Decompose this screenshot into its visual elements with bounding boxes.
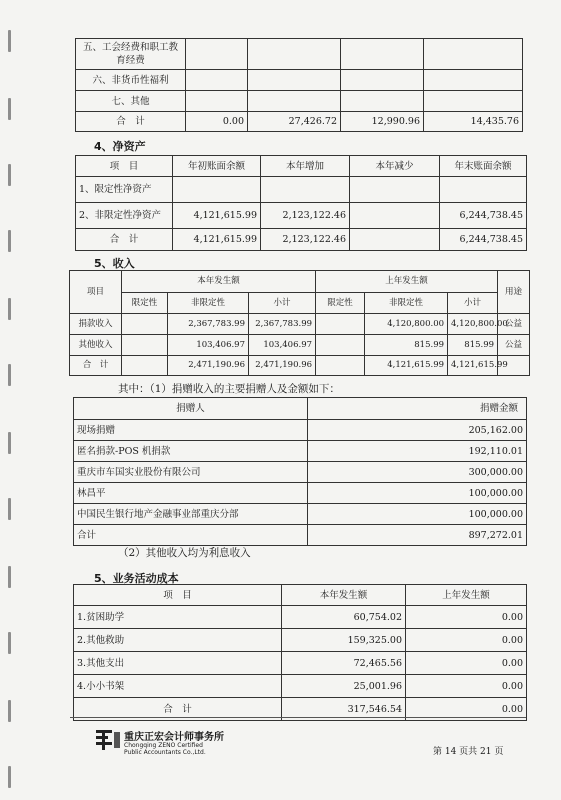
binding-mark bbox=[8, 766, 11, 788]
cell bbox=[122, 335, 168, 356]
firm-name: 重庆正宏会计师事务所 bbox=[124, 732, 224, 743]
table-row bbox=[76, 91, 523, 112]
cell bbox=[350, 229, 440, 251]
cell: 0.00 bbox=[406, 698, 527, 721]
column-header: 非限定性 bbox=[168, 293, 249, 314]
table-row bbox=[70, 314, 530, 335]
table-row bbox=[70, 335, 530, 356]
cell: 159,325.00 bbox=[282, 629, 406, 652]
cell bbox=[424, 39, 523, 70]
donor-name: 中国民生银行地产金融事业部重庆分部 bbox=[74, 504, 308, 525]
cell bbox=[341, 39, 424, 70]
cell: 4,120,800.00 bbox=[448, 314, 498, 335]
donor-table bbox=[73, 397, 527, 546]
donor-name: 合计 bbox=[74, 525, 308, 546]
cell: 2,367,783.99 bbox=[168, 314, 249, 335]
donor-name: 林昌平 bbox=[74, 483, 308, 504]
binding-mark bbox=[8, 298, 11, 320]
row-label: 五、工会经费和职工教育经费 bbox=[76, 39, 186, 70]
table-row bbox=[76, 112, 523, 132]
cell: 0.00 bbox=[406, 675, 527, 698]
row-label: 合 计 bbox=[74, 698, 282, 721]
donor-name: 现场捐赠 bbox=[74, 420, 308, 441]
cell: 72,465.56 bbox=[282, 652, 406, 675]
column-header: 小计 bbox=[448, 293, 498, 314]
row-label: 合 计 bbox=[76, 229, 173, 251]
row-label: 捐款收入 bbox=[70, 314, 122, 335]
donor-amount: 100,000.00 bbox=[308, 504, 527, 525]
section-heading-net-assets: 4、净资产 bbox=[94, 140, 146, 153]
column-header: 本年增加 bbox=[261, 156, 350, 177]
cell: 6,244,738.45 bbox=[440, 229, 527, 251]
column-header: 本年减少 bbox=[350, 156, 440, 177]
firm-name-en: Chongqing ZENO Certified Public Accountants Co.,Ltd. bbox=[124, 742, 206, 756]
binding-mark bbox=[8, 364, 11, 386]
table-row bbox=[74, 629, 527, 652]
column-header: 上年发生额 bbox=[316, 271, 498, 293]
cell bbox=[186, 39, 248, 70]
cell bbox=[424, 70, 523, 91]
donor-name: 匿名捐款-POS 机捐款 bbox=[74, 441, 308, 462]
binding-margin bbox=[0, 0, 22, 800]
footer-divider bbox=[70, 717, 526, 718]
table-row bbox=[74, 504, 527, 525]
column-header: 项 目 bbox=[74, 585, 282, 606]
binding-mark bbox=[8, 30, 11, 52]
row-label: 2、非限定性净资产 bbox=[76, 203, 173, 229]
binding-mark bbox=[8, 632, 11, 654]
row-label: 1.贫困助学 bbox=[74, 606, 282, 629]
table-row bbox=[74, 525, 527, 546]
page-number: 第 14 页共 21 页 bbox=[433, 747, 504, 757]
cell: 公益 bbox=[498, 314, 530, 335]
cell: 12,990.96 bbox=[341, 112, 424, 132]
column-header: 捐赠人 bbox=[74, 398, 308, 420]
firm-logo-icon bbox=[96, 728, 122, 752]
cell: 4,121,615.99 bbox=[173, 203, 261, 229]
binding-mark bbox=[8, 432, 11, 454]
donor-amount: 100,000.00 bbox=[308, 483, 527, 504]
column-header: 本年发生额 bbox=[122, 271, 316, 293]
table-row bbox=[74, 462, 527, 483]
table-header-row bbox=[74, 398, 527, 420]
table-row bbox=[76, 203, 527, 229]
cell bbox=[350, 203, 440, 229]
income-table bbox=[69, 270, 530, 376]
column-header: 小计 bbox=[249, 293, 316, 314]
cell: 815.99 bbox=[448, 335, 498, 356]
cell: 0.00 bbox=[406, 606, 527, 629]
cell: 103,406.97 bbox=[168, 335, 249, 356]
cell bbox=[440, 177, 527, 203]
donor-amount: 897,272.01 bbox=[308, 525, 527, 546]
table-row bbox=[74, 652, 527, 675]
net-assets-table bbox=[75, 155, 527, 251]
row-label: 合 计 bbox=[76, 112, 186, 132]
column-header: 限定性 bbox=[122, 293, 168, 314]
column-header: 捐赠金额 bbox=[308, 398, 527, 420]
section-heading-activity-cost: 5、业务活动成本 bbox=[94, 572, 179, 585]
binding-mark bbox=[8, 566, 11, 588]
row-label: 七、其他 bbox=[76, 91, 186, 112]
cell: 2,123,122.46 bbox=[261, 229, 350, 251]
cell: 27,426.72 bbox=[248, 112, 341, 132]
column-header: 非限定性 bbox=[365, 293, 448, 314]
column-header: 年末账面余额 bbox=[440, 156, 527, 177]
row-label: 3.其他支出 bbox=[74, 652, 282, 675]
cell: 0.00 bbox=[406, 629, 527, 652]
cell bbox=[341, 91, 424, 112]
binding-mark bbox=[8, 98, 11, 120]
row-label: 六、非货币性福利 bbox=[76, 70, 186, 91]
table-row bbox=[74, 441, 527, 462]
section-heading-income: 5、收入 bbox=[94, 257, 135, 270]
binding-mark bbox=[8, 230, 11, 252]
table-row bbox=[74, 483, 527, 504]
donor-amount: 192,110.01 bbox=[308, 441, 527, 462]
row-label: 其他收入 bbox=[70, 335, 122, 356]
cell: 60,754.02 bbox=[282, 606, 406, 629]
table-row bbox=[76, 177, 527, 203]
column-header: 项 目 bbox=[76, 156, 173, 177]
cell bbox=[173, 177, 261, 203]
binding-mark bbox=[8, 700, 11, 722]
salary-table bbox=[75, 38, 523, 132]
cell bbox=[248, 91, 341, 112]
table-row bbox=[76, 39, 523, 70]
cell: 4,121,615.99 bbox=[448, 356, 498, 376]
table-row bbox=[74, 606, 527, 629]
donor-amount: 300,000.00 bbox=[308, 462, 527, 483]
cell bbox=[316, 335, 365, 356]
donor-name: 重庆市车国实业股份有限公司 bbox=[74, 462, 308, 483]
cell bbox=[261, 177, 350, 203]
table-row bbox=[74, 420, 527, 441]
cell bbox=[424, 91, 523, 112]
cell bbox=[316, 314, 365, 335]
cell: 2,123,122.46 bbox=[261, 203, 350, 229]
cell: 25,001.96 bbox=[282, 675, 406, 698]
column-header: 上年发生额 bbox=[406, 585, 527, 606]
table-row bbox=[70, 356, 530, 376]
cell: 4,121,615.99 bbox=[365, 356, 448, 376]
other-income-note: （2）其他收入均为利息收入 bbox=[118, 547, 251, 559]
row-label: 1、限定性净资产 bbox=[76, 177, 173, 203]
table-row bbox=[74, 675, 527, 698]
binding-mark bbox=[8, 164, 11, 186]
cell: 0.00 bbox=[406, 652, 527, 675]
table-row bbox=[76, 229, 527, 251]
column-header: 本年发生额 bbox=[282, 585, 406, 606]
table-header-row bbox=[76, 156, 527, 177]
table-header-row bbox=[70, 293, 530, 314]
cell bbox=[186, 70, 248, 91]
column-header: 限定性 bbox=[316, 293, 365, 314]
cell: 公益 bbox=[498, 335, 530, 356]
column-header: 用途 bbox=[498, 271, 530, 314]
cell bbox=[350, 177, 440, 203]
cell bbox=[248, 39, 341, 70]
activity-cost-table bbox=[73, 584, 527, 721]
cell: 815.99 bbox=[365, 335, 448, 356]
cell: 2,471,190.96 bbox=[249, 356, 316, 376]
row-label: 2.其他救助 bbox=[74, 629, 282, 652]
cell: 6,244,738.45 bbox=[440, 203, 527, 229]
binding-mark bbox=[8, 498, 11, 520]
cell: 103,406.97 bbox=[249, 335, 316, 356]
cell: 0.00 bbox=[186, 112, 248, 132]
cell: 2,367,783.99 bbox=[249, 314, 316, 335]
table-header-row bbox=[70, 271, 530, 293]
cell bbox=[186, 91, 248, 112]
cell bbox=[122, 356, 168, 376]
donor-amount: 205,162.00 bbox=[308, 420, 527, 441]
cell: 4,121,615.99 bbox=[173, 229, 261, 251]
table-row bbox=[76, 70, 523, 91]
cell: 2,471,190.96 bbox=[168, 356, 249, 376]
cell bbox=[122, 314, 168, 335]
cell: 14,435.76 bbox=[424, 112, 523, 132]
row-label: 合 计 bbox=[70, 356, 122, 376]
column-header: 项目 bbox=[70, 271, 122, 314]
cell bbox=[248, 70, 341, 91]
donor-intro: 其中：（1）捐赠收入的主要捐赠人及金额如下： bbox=[118, 383, 340, 395]
cell: 317,546.54 bbox=[282, 698, 406, 721]
row-label: 4.小小书架 bbox=[74, 675, 282, 698]
column-header: 年初账面余额 bbox=[173, 156, 261, 177]
cell bbox=[316, 356, 365, 376]
table-header-row bbox=[74, 585, 527, 606]
cell: 4,120,800.00 bbox=[365, 314, 448, 335]
cell bbox=[341, 70, 424, 91]
